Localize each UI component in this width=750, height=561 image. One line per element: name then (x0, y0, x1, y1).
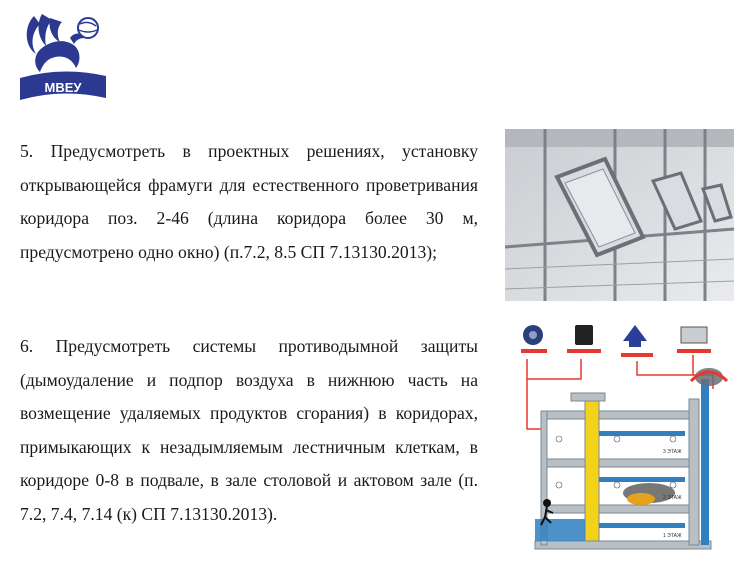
mveu-logo (14, 8, 110, 108)
logo-text: МВЕУ (44, 80, 82, 95)
fan-icon (523, 325, 543, 345)
recommendation-6: 6. Предусмотреть системы противодымной защиты (дымоудаление и подпор воздуха в нижнюю часть на возмещение удаляемых продуктов сгорания) в коридорах, примыкающих к незадымляемым лестничным клеткам, в коридоре 0-8 в подвале, в зале столовой и актовом зале (п. 7.2, 7.4, 7.14 (к) СП 7.13130.2013). (20, 336, 478, 524)
floor-label-2: 2 ЭТАЖ (663, 495, 682, 501)
floor-label-1: 1 ЭТАЖ (663, 533, 682, 539)
transom-window-photo (505, 129, 734, 301)
damper-icon (575, 325, 593, 345)
recommendation-5: 5. Предусмотреть в проектных решениях, установку открывающейся фрамуги для естественного проветривания коридора поз. 2-46 (длина коридора более 30 м, предусмотрено одно окно) (п.7.2, 8.5 СП 7.13130.2013); (20, 141, 478, 262)
floor-label-3: 3 ЭТАЖ (663, 449, 682, 455)
smoke-control-diagram (513, 319, 735, 551)
grille-icon (681, 327, 707, 343)
